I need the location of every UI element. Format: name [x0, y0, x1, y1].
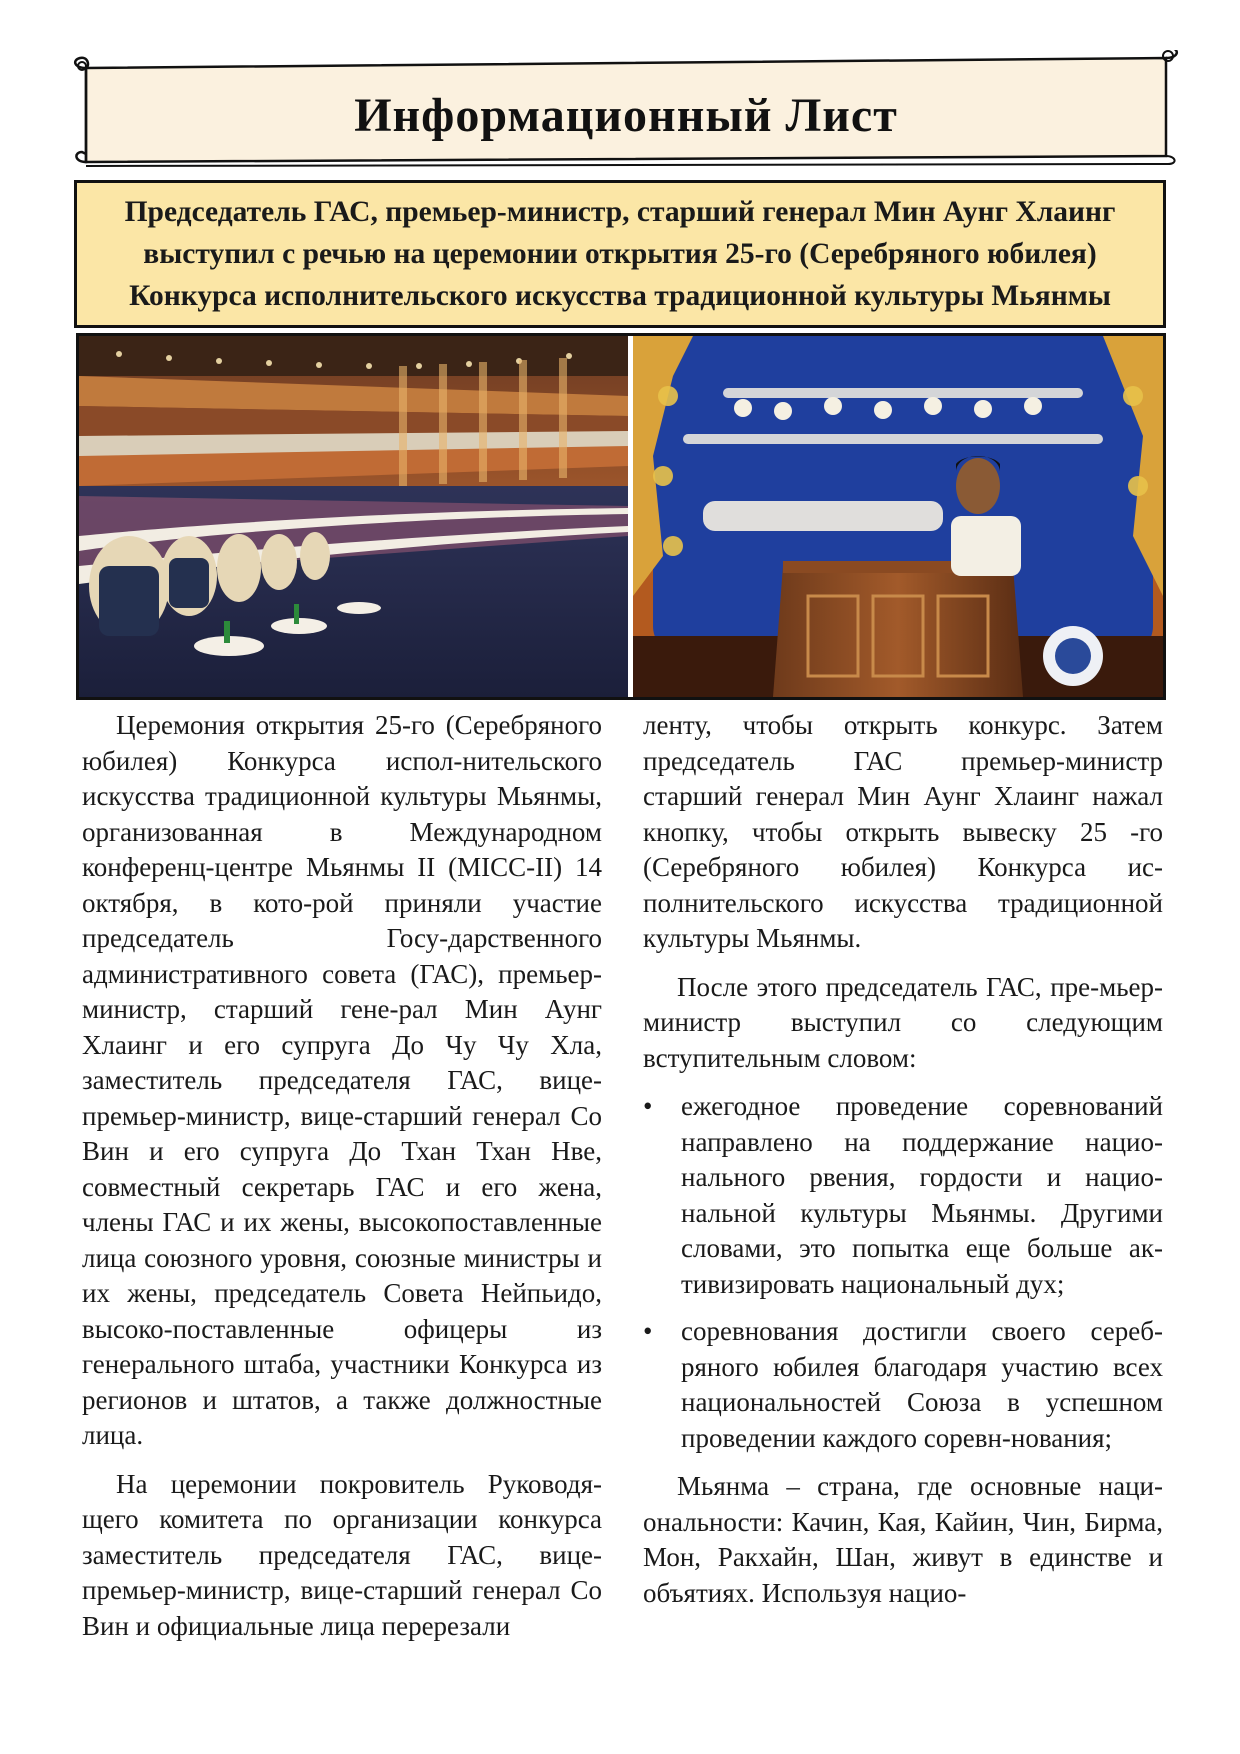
speaker-at-podium-image	[633, 336, 1163, 697]
list-item-text: ежегодное проведение соревнований направлено на поддержание нацио-нального рвения, гордости и нацио-нальной культуры Мьянмы. Другими словами, это попытка еще больше ак-тивизировать национальный дух;	[681, 1091, 1163, 1299]
article-column-left	[82, 708, 602, 1657]
list-item-text: соревнования достигли своего сереб-ряного юбилея благодаря участию всех национальностей Союза в успешном проведении каждого соревн-нования;	[681, 1316, 1163, 1453]
speech-points-list	[643, 1089, 1163, 1456]
photo-concert-hall	[79, 336, 633, 697]
article-column-right	[643, 708, 1163, 1624]
photo-speaker-podium	[633, 336, 1163, 697]
article-paragraph: ленту, чтобы открыть конкурс. Затем председатель ГАС премьер-министр старший генерал Мин Аунг Хлаинг нажал кнопку, чтобы открыть вывеску 25 -го (Серебряного юбилея) Конкурса ис-полнительского искусства традиционной культуры Мьянмы.	[643, 710, 1163, 953]
list-item	[643, 1089, 1163, 1302]
bullet-icon: •	[643, 1091, 653, 1121]
article-paragraph: Мьянма – страна, где основные наци-ональности: Качин, Кая, Кайин, Чин, Бирма, Мон, Ракхайн, Шан, живут в единстве и объятиях. Используя нацио-	[643, 1471, 1163, 1608]
bullet-icon: •	[643, 1316, 653, 1346]
title-banner	[72, 50, 1180, 168]
list-item	[643, 1314, 1163, 1456]
headline-box	[74, 180, 1166, 328]
article-paragraph: После этого председатель ГАС, пре-мьер-министр выступил со следующим вступительным словом:	[643, 971, 1163, 1073]
photo-strip	[76, 333, 1166, 700]
article-paragraph: Церемония открытия 25-го (Серебряного юбилея) Конкурса испол-нительского искусства традиционной культуры Мьянмы, организованная в Международном конференц-центре Мьянмы II (MICC-II) 14 октября, в кото-рой приняли участие председатель Госу-дарственного административного совета (ГАС), премьер-министр, старший гене-рал Мин Аунг Хлаинг и его супруга До Чу Чу Хла, заместитель председателя ГАС, вице-премьер-министр, вице-старший генерал Со Вин и его супруга До Тхан Тхан Нве, совместный секретарь ГАС и его жена, члены ГАС и их жены, высокопоставленные лица союзного уровня, союзные министры и их жены, председатель Совета Нейпьидо, высоко-поставленные офицеры из генерального штаба, участники Конкурса из регионов и штатов, а также должностные лица.	[82, 710, 602, 1450]
concert-hall-audience-image	[79, 336, 628, 697]
headline-text: Председатель ГАС, премьер-министр, старший генерал Мин Аунг Хлаинг выступил с речью на церемонии открытия 25-го (Серебряного юбилея) Конкурса исполнительского искусства традиционной культуры Мьянмы	[124, 196, 1116, 312]
article-paragraph: На церемонии покровитель Руководя-щего комитета по организации конкурса заместитель председателя ГАС, вице-премьер-министр, вице-старший генерал Со Вин и официальные лица перерезали	[82, 1468, 602, 1641]
page-title: Информационный Лист	[354, 89, 898, 142]
